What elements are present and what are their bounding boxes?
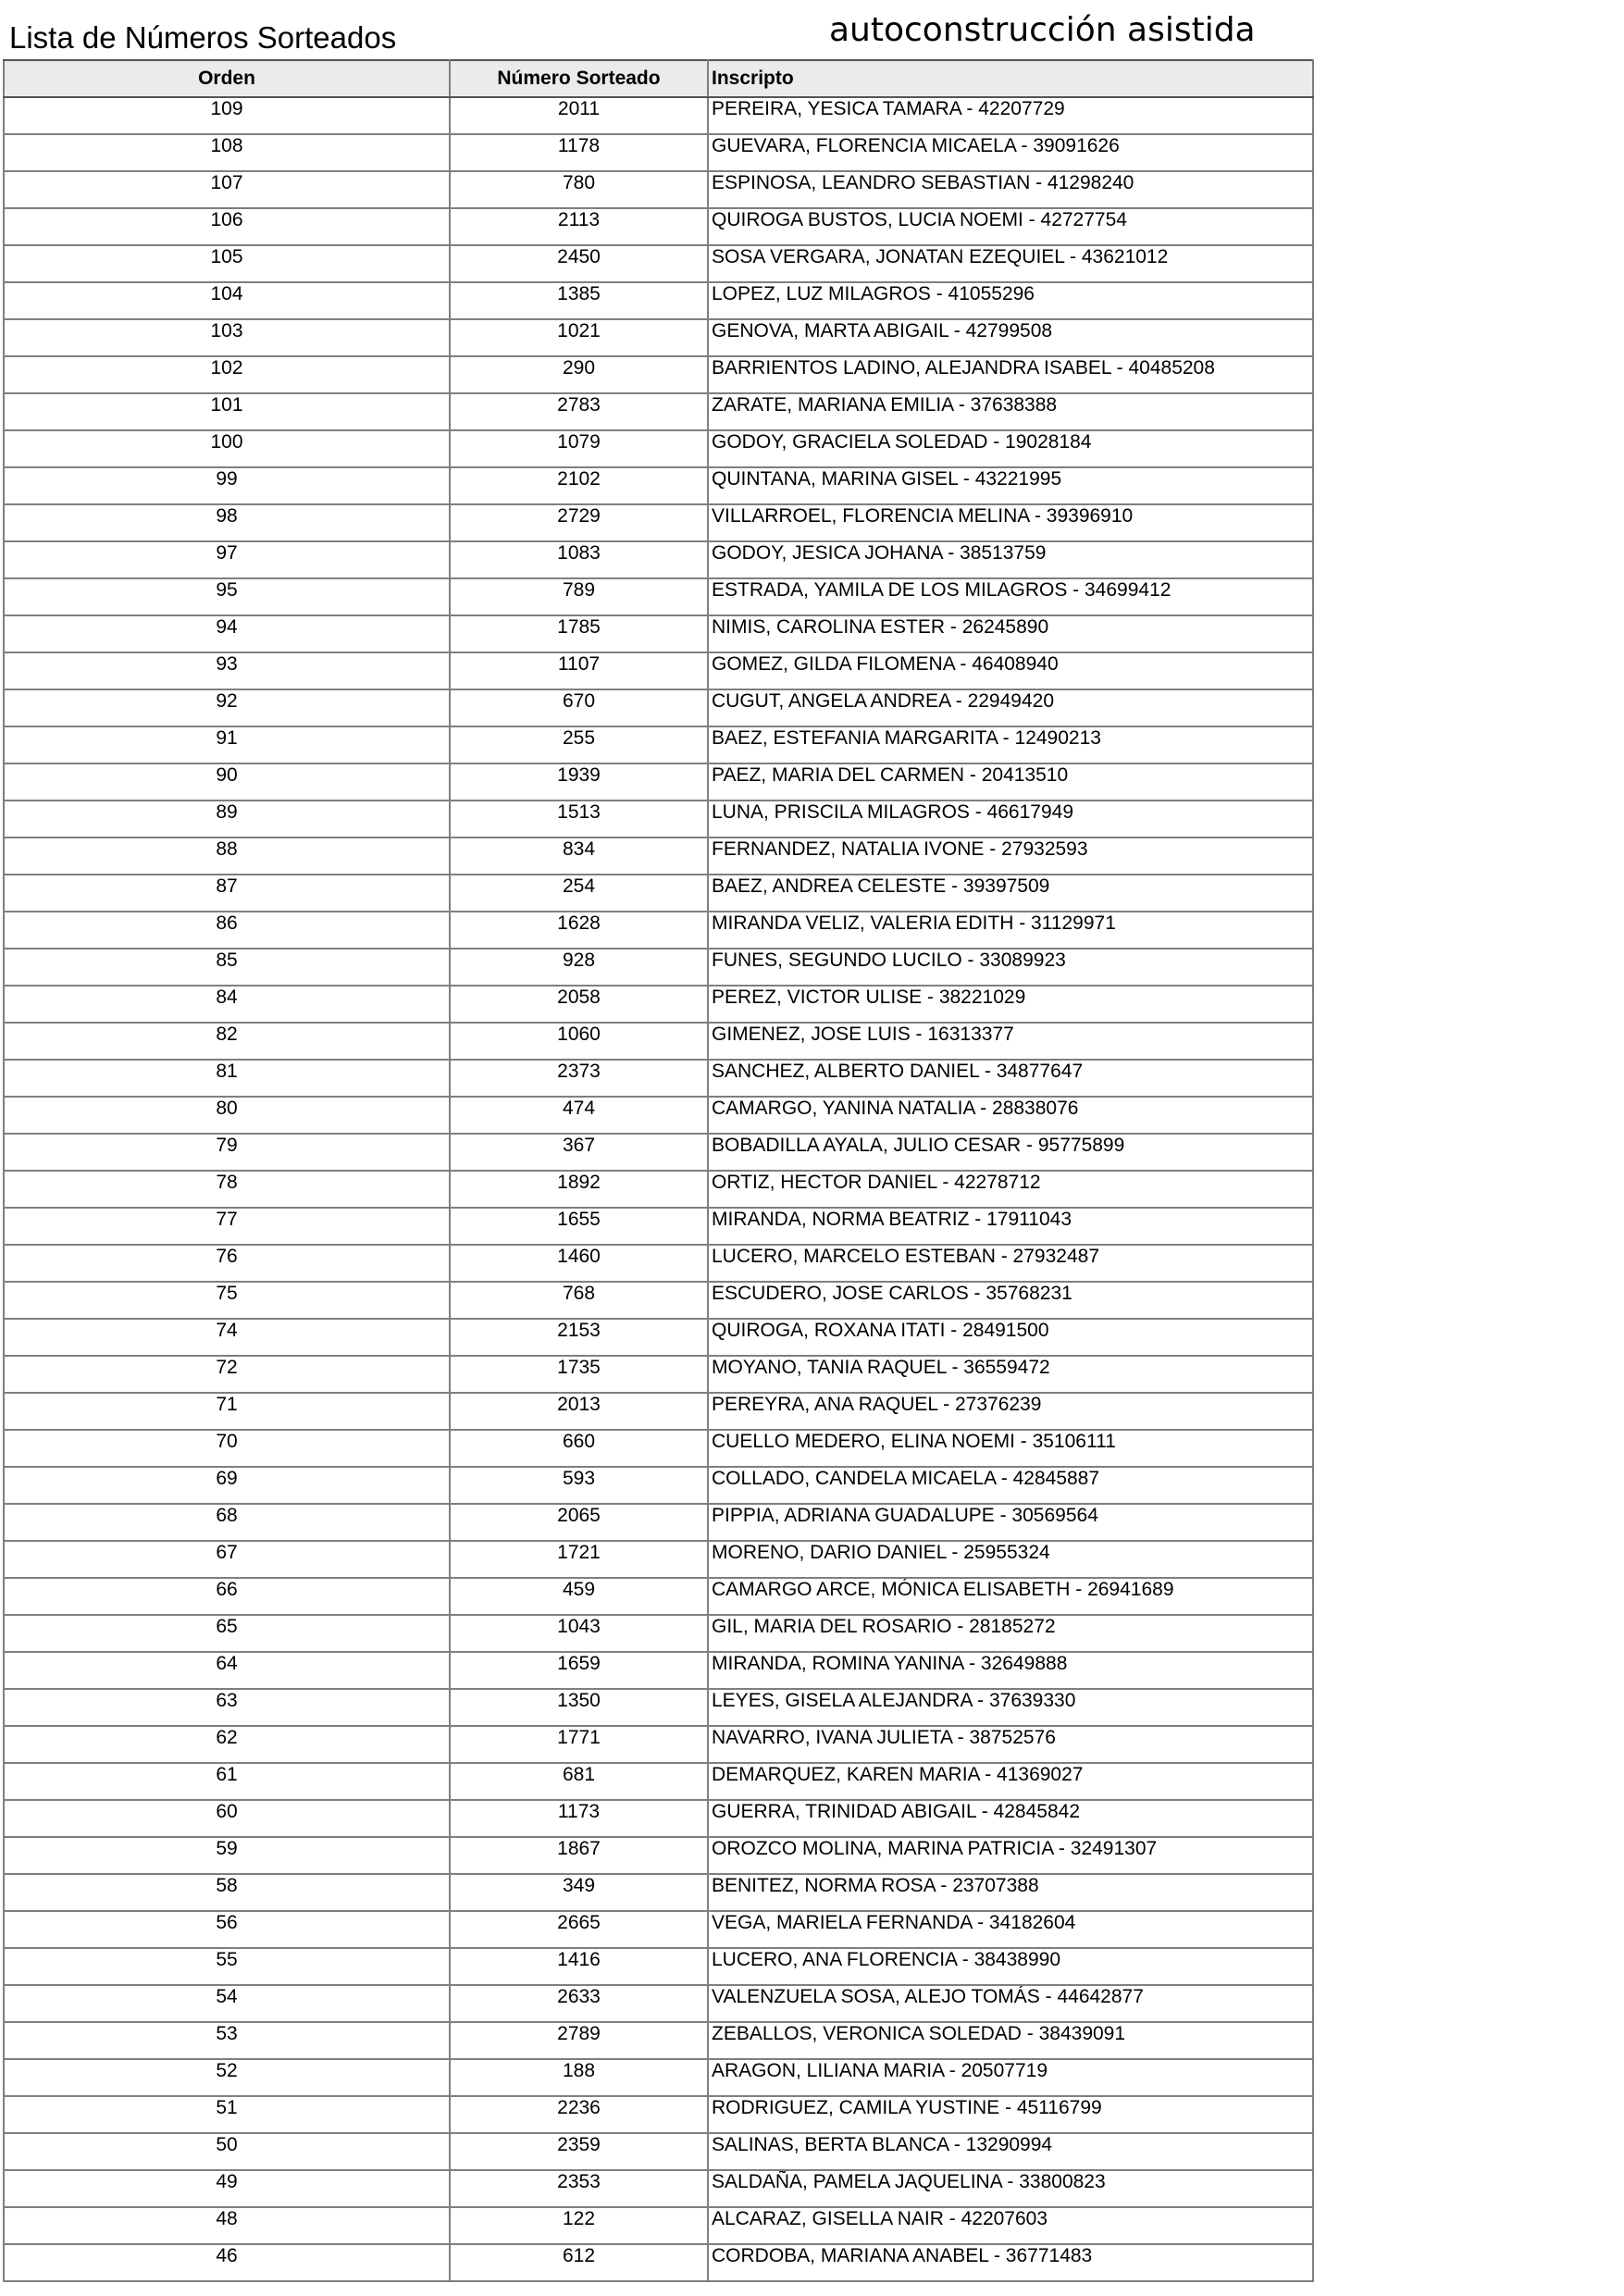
cell-numero-sorteado: 2065 [450,1504,708,1541]
cell-orden: 89 [4,800,450,838]
cell-inscripto: MOYANO, TANIA RAQUEL - 36559472 [708,1356,1313,1393]
cell-orden: 99 [4,467,450,504]
table-row [4,949,1313,986]
cell-numero-sorteado: 660 [450,1430,708,1467]
cell-orden: 62 [4,1726,450,1763]
cell-inscripto: ORTIZ, HECTOR DANIEL - 42278712 [708,1171,1313,1208]
table-row [4,1171,1313,1208]
cell-numero-sorteado: 1892 [450,1171,708,1208]
cell-numero-sorteado: 1867 [450,1837,708,1874]
table-row [4,171,1313,208]
cell-numero-sorteado: 1043 [450,1615,708,1652]
cell-numero-sorteado: 254 [450,875,708,912]
table-row [4,2207,1313,2244]
cell-inscripto: GUEVARA, FLORENCIA MICAELA - 39091626 [708,134,1313,171]
cell-orden: 75 [4,1282,450,1319]
cell-numero-sorteado: 2665 [450,1911,708,1948]
cell-numero-sorteado: 1939 [450,763,708,800]
cell-inscripto: RODRIGUEZ, CAMILA YUSTINE - 45116799 [708,2096,1313,2133]
cell-orden: 55 [4,1948,450,1985]
cell-inscripto: GOMEZ, GILDA FILOMENA - 46408940 [708,652,1313,689]
cell-orden: 64 [4,1652,450,1689]
cell-numero-sorteado: 1385 [450,282,708,319]
table-row [4,1578,1313,1615]
cell-numero-sorteado: 122 [450,2207,708,2244]
cell-numero-sorteado: 1460 [450,1245,708,1282]
cell-orden: 68 [4,1504,450,1541]
cell-inscripto: SALDAÑA, PAMELA JAQUELINA - 33800823 [708,2170,1313,2207]
cell-inscripto: ESTRADA, YAMILA DE LOS MILAGROS - 34699412 [708,578,1313,615]
cell-orden: 66 [4,1578,450,1615]
table-row [4,615,1313,652]
table-row [4,1060,1313,1097]
cell-inscripto: NAVARRO, IVANA JULIETA - 38752576 [708,1726,1313,1763]
cell-orden: 93 [4,652,450,689]
cell-inscripto: ESCUDERO, JOSE CARLOS - 35768231 [708,1282,1313,1319]
cell-inscripto: OROZCO MOLINA, MARINA PATRICIA - 32491307 [708,1837,1313,1874]
table-row [4,356,1313,393]
cell-numero-sorteado: 290 [450,356,708,393]
cell-orden: 81 [4,1060,450,1097]
cell-numero-sorteado: 1350 [450,1689,708,1726]
cell-orden: 85 [4,949,450,986]
cell-inscripto: GODOY, GRACIELA SOLEDAD - 19028184 [708,430,1313,467]
cell-inscripto: CAMARGO ARCE, MÓNICA ELISABETH - 26941689 [708,1578,1313,1615]
cell-inscripto: BOBADILLA AYALA, JULIO CESAR - 95775899 [708,1134,1313,1171]
cell-numero-sorteado: 474 [450,1097,708,1134]
table-row [4,1356,1313,1393]
cell-inscripto: MIRANDA VELIZ, VALERIA EDITH - 31129971 [708,912,1313,949]
table-row [4,1319,1313,1356]
cell-numero-sorteado: 681 [450,1763,708,1800]
cell-orden: 100 [4,430,450,467]
cell-numero-sorteado: 2783 [450,393,708,430]
cell-numero-sorteado: 2450 [450,245,708,282]
cell-inscripto: GIL, MARIA DEL ROSARIO - 28185272 [708,1615,1313,1652]
cell-inscripto: ESPINOSA, LEANDRO SEBASTIAN - 41298240 [708,171,1313,208]
cell-inscripto: GUERRA, TRINIDAD ABIGAIL - 42845842 [708,1800,1313,1837]
table-row [4,541,1313,578]
cell-numero-sorteado: 1735 [450,1356,708,1393]
table-row [4,1504,1313,1541]
page-title: Lista de Números Sorteados [9,20,397,55]
cell-numero-sorteado: 2013 [450,1393,708,1430]
cell-numero-sorteado: 2373 [450,1060,708,1097]
table-row [4,467,1313,504]
table-row [4,393,1313,430]
cell-inscripto: BARRIENTOS LADINO, ALEJANDRA ISABEL - 40485208 [708,356,1313,393]
cell-orden: 48 [4,2207,450,2244]
cell-orden: 63 [4,1689,450,1726]
cell-inscripto: PAEZ, MARIA DEL CARMEN - 20413510 [708,763,1313,800]
cell-numero-sorteado: 612 [450,2244,708,2281]
cell-orden: 51 [4,2096,450,2133]
table-row [4,1911,1313,1948]
cell-inscripto: FERNANDEZ, NATALIA IVONE - 27932593 [708,838,1313,875]
cell-inscripto: MORENO, DARIO DANIEL - 25955324 [708,1541,1313,1578]
cell-numero-sorteado: 2353 [450,2170,708,2207]
cell-orden: 80 [4,1097,450,1134]
cell-orden: 102 [4,356,450,393]
cell-inscripto: FUNES, SEGUNDO LUCILO - 33089923 [708,949,1313,986]
cell-inscripto: LOPEZ, LUZ MILAGROS - 41055296 [708,282,1313,319]
cell-inscripto: SANCHEZ, ALBERTO DANIEL - 34877647 [708,1060,1313,1097]
cell-orden: 98 [4,504,450,541]
cell-orden: 56 [4,1911,450,1948]
cell-orden: 65 [4,1615,450,1652]
cell-numero-sorteado: 670 [450,689,708,726]
cell-numero-sorteado: 2789 [450,2022,708,2059]
cell-orden: 58 [4,1874,450,1911]
table-row [4,134,1313,171]
cell-numero-sorteado: 2011 [450,97,708,134]
table-row [4,2022,1313,2059]
table-row [4,504,1313,541]
column-header-inscripto: Inscripto [708,60,1313,97]
table-row [4,875,1313,912]
table-body [4,97,1313,2281]
cell-orden: 54 [4,1985,450,2022]
table-row [4,2244,1313,2281]
cell-numero-sorteado: 1785 [450,615,708,652]
cell-orden: 78 [4,1171,450,1208]
cell-orden: 107 [4,171,450,208]
table-row [4,1467,1313,1504]
cell-numero-sorteado: 1107 [450,652,708,689]
cell-orden: 79 [4,1134,450,1171]
cell-orden: 59 [4,1837,450,1874]
table-row [4,1208,1313,1245]
table-row [4,838,1313,875]
cell-orden: 90 [4,763,450,800]
cell-orden: 60 [4,1800,450,1837]
cell-orden: 87 [4,875,450,912]
cell-inscripto: BENITEZ, NORMA ROSA - 23707388 [708,1874,1313,1911]
table-row [4,1282,1313,1319]
cell-inscripto: MIRANDA, ROMINA YANINA - 32649888 [708,1652,1313,1689]
cell-numero-sorteado: 1021 [450,319,708,356]
cell-numero-sorteado: 2153 [450,1319,708,1356]
cell-inscripto: BAEZ, ANDREA CELESTE - 39397509 [708,875,1313,912]
table-row [4,689,1313,726]
results-table [3,59,1314,2282]
cell-orden: 77 [4,1208,450,1245]
table-row [4,726,1313,763]
table-row [4,2096,1313,2133]
table-row [4,1985,1313,2022]
cell-orden: 46 [4,2244,450,2281]
cell-numero-sorteado: 2729 [450,504,708,541]
cell-orden: 67 [4,1541,450,1578]
cell-inscripto: ARAGON, LILIANA MARIA - 20507719 [708,2059,1313,2096]
cell-inscripto: GODOY, JESICA JOHANA - 38513759 [708,541,1313,578]
cell-orden: 86 [4,912,450,949]
cell-orden: 72 [4,1356,450,1393]
table-row [4,912,1313,949]
cell-orden: 108 [4,134,450,171]
cell-numero-sorteado: 255 [450,726,708,763]
cell-inscripto: PEREIRA, YESICA TAMARA - 42207729 [708,97,1313,134]
cell-orden: 92 [4,689,450,726]
cell-orden: 82 [4,1023,450,1060]
cell-orden: 84 [4,986,450,1023]
cell-numero-sorteado: 1628 [450,912,708,949]
cell-inscripto: VEGA, MARIELA FERNANDA - 34182604 [708,1911,1313,1948]
cell-inscripto: DEMARQUEZ, KAREN MARIA - 41369027 [708,1763,1313,1800]
cell-inscripto: VALENZUELA SOSA, ALEJO TOMÁS - 44642877 [708,1985,1313,2022]
table-row [4,282,1313,319]
table-row [4,1541,1313,1578]
cell-inscripto: BAEZ, ESTEFANIA MARGARITA - 12490213 [708,726,1313,763]
cell-numero-sorteado: 1655 [450,1208,708,1245]
cell-inscripto: NIMIS, CAROLINA ESTER - 26245890 [708,615,1313,652]
table-row [4,245,1313,282]
cell-inscripto: ALCARAZ, GISELLA NAIR - 42207603 [708,2207,1313,2244]
table-row [4,1097,1313,1134]
table-row [4,986,1313,1023]
cell-inscripto: QUIROGA BUSTOS, LUCIA NOEMI - 42727754 [708,208,1313,245]
cell-inscripto: QUINTANA, MARINA GISEL - 43221995 [708,467,1313,504]
table-row [4,1023,1313,1060]
cell-inscripto: PEREYRA, ANA RAQUEL - 27376239 [708,1393,1313,1430]
cell-orden: 101 [4,393,450,430]
page-subtitle: autoconstrucción asistida [829,11,1256,49]
cell-numero-sorteado: 1178 [450,134,708,171]
cell-inscripto: COLLADO, CANDELA MICAELA - 42845887 [708,1467,1313,1504]
cell-numero-sorteado: 2359 [450,2133,708,2170]
cell-numero-sorteado: 593 [450,1467,708,1504]
cell-numero-sorteado: 367 [450,1134,708,1171]
cell-inscripto: MIRANDA, NORMA BEATRIZ - 17911043 [708,1208,1313,1245]
table-row [4,1134,1313,1171]
cell-numero-sorteado: 2633 [450,1985,708,2022]
cell-orden: 69 [4,1467,450,1504]
cell-numero-sorteado: 1771 [450,1726,708,1763]
cell-inscripto: GENOVA, MARTA ABIGAIL - 42799508 [708,319,1313,356]
column-header-numero-sorteado: Número Sorteado [450,60,708,97]
cell-orden: 71 [4,1393,450,1430]
cell-inscripto: GIMENEZ, JOSE LUIS - 16313377 [708,1023,1313,1060]
cell-numero-sorteado: 1060 [450,1023,708,1060]
cell-numero-sorteado: 1083 [450,541,708,578]
table-row [4,430,1313,467]
cell-orden: 53 [4,2022,450,2059]
cell-inscripto: CUGUT, ANGELA ANDREA - 22949420 [708,689,1313,726]
cell-numero-sorteado: 2113 [450,208,708,245]
cell-numero-sorteado: 2102 [450,467,708,504]
table-row [4,800,1313,838]
cell-orden: 104 [4,282,450,319]
cell-numero-sorteado: 349 [450,1874,708,1911]
cell-numero-sorteado: 780 [450,171,708,208]
table-row [4,319,1313,356]
table-row [4,763,1313,800]
cell-inscripto: LEYES, GISELA ALEJANDRA - 37639330 [708,1689,1313,1726]
table-row [4,1430,1313,1467]
cell-inscripto: LUNA, PRISCILA MILAGROS - 46617949 [708,800,1313,838]
cell-numero-sorteado: 2236 [450,2096,708,2133]
cell-numero-sorteado: 2058 [450,986,708,1023]
cell-inscripto: ZEBALLOS, VERONICA SOLEDAD - 38439091 [708,2022,1313,2059]
cell-inscripto: VILLARROEL, FLORENCIA MELINA - 39396910 [708,504,1313,541]
cell-numero-sorteado: 1659 [450,1652,708,1689]
cell-inscripto: LUCERO, ANA FLORENCIA - 38438990 [708,1948,1313,1985]
cell-numero-sorteado: 1173 [450,1800,708,1837]
table-row [4,1874,1313,1911]
cell-orden: 52 [4,2059,450,2096]
cell-numero-sorteado: 928 [450,949,708,986]
cell-numero-sorteado: 768 [450,1282,708,1319]
table-row [4,1245,1313,1282]
cell-orden: 91 [4,726,450,763]
cell-orden: 94 [4,615,450,652]
cell-inscripto: CORDOBA, MARIANA ANABEL - 36771483 [708,2244,1313,2281]
cell-orden: 88 [4,838,450,875]
cell-orden: 105 [4,245,450,282]
table-row [4,652,1313,689]
table-row [4,1393,1313,1430]
table-row [4,2059,1313,2096]
cell-orden: 106 [4,208,450,245]
cell-inscripto: CAMARGO, YANINA NATALIA - 28838076 [708,1097,1313,1134]
table-row [4,1652,1313,1689]
table-row [4,2133,1313,2170]
cell-orden: 70 [4,1430,450,1467]
cell-inscripto: LUCERO, MARCELO ESTEBAN - 27932487 [708,1245,1313,1282]
cell-numero-sorteado: 188 [450,2059,708,2096]
cell-inscripto: QUIROGA, ROXANA ITATI - 28491500 [708,1319,1313,1356]
cell-inscripto: PEREZ, VICTOR ULISE - 38221029 [708,986,1313,1023]
cell-numero-sorteado: 834 [450,838,708,875]
table-row [4,97,1313,134]
cell-inscripto: ZARATE, MARIANA EMILIA - 37638388 [708,393,1313,430]
table-row [4,1615,1313,1652]
cell-orden: 103 [4,319,450,356]
table-row [4,1726,1313,1763]
cell-orden: 74 [4,1319,450,1356]
cell-orden: 109 [4,97,450,134]
cell-orden: 76 [4,1245,450,1282]
table-row [4,1763,1313,1800]
cell-orden: 95 [4,578,450,615]
cell-orden: 50 [4,2133,450,2170]
table-row [4,1948,1313,1985]
cell-numero-sorteado: 1416 [450,1948,708,1985]
table-row [4,1689,1313,1726]
table-row [4,1800,1313,1837]
cell-numero-sorteado: 1721 [450,1541,708,1578]
table-row [4,208,1313,245]
cell-numero-sorteado: 1513 [450,800,708,838]
cell-inscripto: SALINAS, BERTA BLANCA - 13290994 [708,2133,1313,2170]
cell-numero-sorteado: 789 [450,578,708,615]
cell-inscripto: SOSA VERGARA, JONATAN EZEQUIEL - 43621012 [708,245,1313,282]
cell-numero-sorteado: 1079 [450,430,708,467]
cell-inscripto: PIPPIA, ADRIANA GUADALUPE - 30569564 [708,1504,1313,1541]
cell-numero-sorteado: 459 [450,1578,708,1615]
table-row [4,1837,1313,1874]
cell-orden: 97 [4,541,450,578]
column-header-orden: Orden [4,60,450,97]
table-row [4,578,1313,615]
cell-orden: 49 [4,2170,450,2207]
cell-inscripto: CUELLO MEDERO, ELINA NOEMI - 35106111 [708,1430,1313,1467]
table-header-row [4,60,1313,97]
table-row [4,2170,1313,2207]
cell-orden: 61 [4,1763,450,1800]
